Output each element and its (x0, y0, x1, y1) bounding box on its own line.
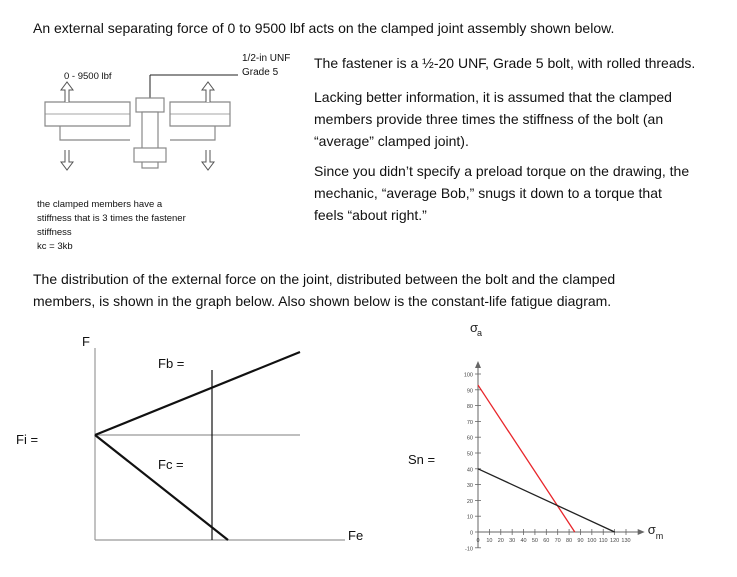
kc-equation: kc = 3kb (37, 241, 73, 252)
y-tick-label: 10 (466, 514, 473, 521)
sn-label: Sn = (408, 452, 436, 467)
y-tick-label: 50 (466, 451, 473, 458)
force-arrow-down-left-icon (61, 150, 73, 170)
x-tick-label: 90 (577, 538, 584, 544)
y-tick-label: 80 (466, 404, 473, 411)
fi-label: Fi = (16, 432, 39, 447)
member-force-line (95, 435, 228, 540)
force-distribution-graph (0, 330, 380, 570)
sigma-a-subscript: a (477, 328, 483, 338)
stiffness-note-3: stiffness (37, 227, 72, 238)
y-tick-label: 60 (466, 435, 473, 442)
force-arrow-up-right-icon (202, 82, 214, 102)
sigma-m-subscript: m (655, 531, 664, 541)
y-tick-label: -10 (465, 546, 473, 553)
x-tick-label: 130 (621, 538, 631, 544)
x-tick-label: 50 (531, 538, 538, 544)
paragraph-preload-line3: feels “about right.” (314, 207, 427, 223)
stiffness-note-2: stiffness that is 3 times the fastener (37, 213, 186, 224)
x-tick-label: 30 (509, 538, 516, 544)
distribution-text-line2: members, is shown in the graph below. Also shown below is the constant-life fatigue diagram. (33, 293, 612, 309)
force-arrow-down-right-icon (202, 150, 214, 170)
y-axis-arrow-icon (475, 361, 481, 368)
force-arrow-up-left-icon (61, 82, 73, 102)
distribution-text-line1: The distribution of the external force on the joint, distributed between the bolt and the clamped (33, 271, 616, 287)
paragraph-fastener: The fastener is a ½-20 UNF, Grade 5 bolt, with rolled threads. (314, 55, 696, 71)
x-axis-arrow-icon (638, 529, 645, 535)
x-tick-label: 100 (587, 538, 597, 544)
y-tick-label: 40 (466, 467, 473, 474)
fe-label: Fe (348, 528, 364, 543)
y-tick-label: 30 (466, 483, 473, 490)
sigma-a-label: σ (470, 320, 479, 335)
paragraph-stiffness-line3: “average” clamped joint). (314, 133, 469, 149)
series-line-1 (478, 385, 575, 532)
nut (134, 148, 166, 162)
y-tick-label: 90 (466, 388, 473, 395)
x-tick-label: 120 (610, 538, 620, 544)
x-tick-label: 70 (554, 538, 561, 544)
intro-text: An external separating force of 0 to 9500 lbf acts on the clamped joint assembly shown below. (33, 20, 615, 36)
x-tick-label: 60 (543, 538, 550, 544)
bolt-label-1: 1/2-in UNF (242, 53, 291, 64)
force-axis-label: F (82, 334, 90, 349)
paragraph-preload-line2: mechanic, “average Bob,” snugs it down to a torque that (314, 185, 662, 201)
x-tick-label: 10 (486, 538, 493, 544)
sigma-m-label: σ (647, 522, 656, 537)
y-tick-label: 0 (469, 530, 473, 537)
force-range-label: 0 - 9500 lbf (64, 71, 112, 82)
stiffness-note-1: the clamped members have a (37, 199, 163, 210)
bolt-label-2: Grade 5 (242, 67, 279, 78)
x-tick-label: 40 (520, 538, 527, 544)
bolt-head (136, 98, 164, 112)
paragraph-stiffness-line2: members provide three times the stiffness of the bolt (an (314, 111, 664, 127)
paragraph-preload-line1: Since you didn’t specify a preload torque on the drawing, the (314, 163, 690, 179)
x-tick-label: 0 (476, 538, 480, 544)
fc-label: Fc = (158, 457, 184, 472)
x-tick-label: 80 (566, 538, 573, 544)
bolt-force-line (95, 352, 300, 435)
x-tick-label: 20 (497, 538, 504, 544)
fatigue-diagram (440, 318, 737, 577)
series-line-2 (478, 469, 615, 532)
y-tick-label: 70 (466, 419, 473, 426)
paragraph-stiffness-line1: Lacking better information, it is assumed that the clamped (314, 89, 672, 105)
fb-label: Fb = (158, 356, 185, 371)
y-tick-label: 100 (463, 372, 473, 379)
y-tick-label: 20 (466, 498, 473, 505)
x-tick-label: 110 (598, 538, 608, 544)
